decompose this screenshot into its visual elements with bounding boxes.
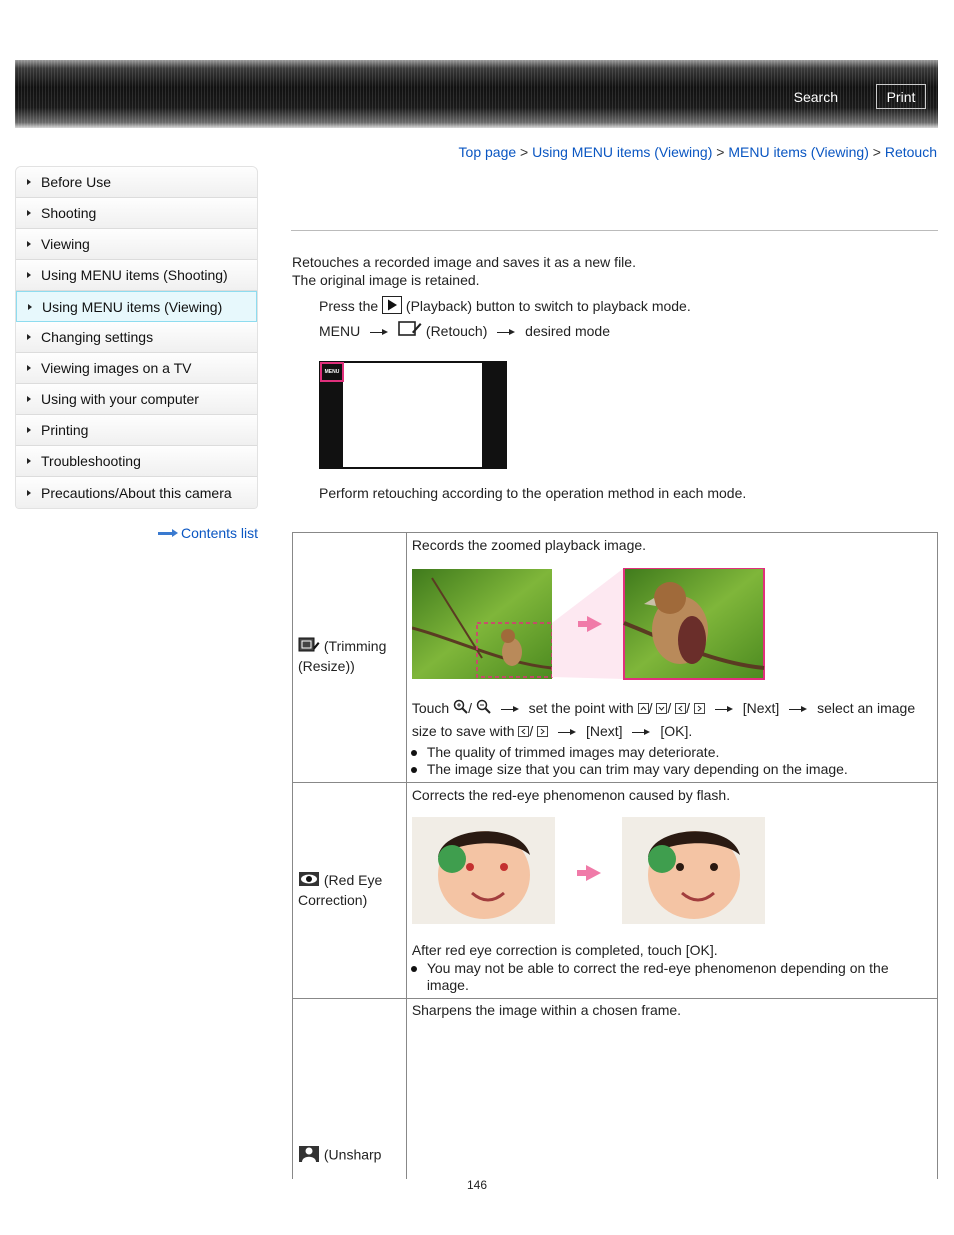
mode-name-red-eye: (Red Eye Correction) xyxy=(298,872,383,909)
sidebar-item-label: Shooting xyxy=(41,205,97,221)
mode-name-unsharp: (Unsharp xyxy=(323,1146,382,1163)
sidebar-item-precautions[interactable] xyxy=(16,477,257,508)
breadcrumb-using-menu-viewing[interactable]: Using MENU items (Viewing) xyxy=(532,144,713,160)
arrow-right-icon xyxy=(158,529,178,537)
screen-display-area xyxy=(343,363,482,467)
zoom-out-icon xyxy=(476,698,491,720)
trimming-illustration xyxy=(412,568,767,680)
trimming-notes xyxy=(410,744,930,778)
triangle-right-icon xyxy=(27,210,31,216)
unsharp-description: Sharpens the image within a chosen frame. xyxy=(411,1002,682,1018)
right-button-icon xyxy=(537,721,548,743)
sidebar-item-using-menu-viewing[interactable] xyxy=(16,291,257,322)
sidebar-item-label: Before Use xyxy=(41,174,112,190)
sidebar-item-shooting[interactable] xyxy=(16,198,257,229)
sidebar-item-label: Using MENU items (Shooting) xyxy=(41,267,228,283)
search-link[interactable]: Search xyxy=(793,89,838,105)
triangle-right-icon xyxy=(28,304,32,310)
breadcrumb-separator: > xyxy=(872,144,881,160)
table-row xyxy=(293,533,938,783)
select-image-text: select an image xyxy=(817,700,916,716)
sidebar-item-label: Changing settings xyxy=(41,329,154,345)
sidebar-item-label: Printing xyxy=(41,422,89,438)
next-label: [Next] xyxy=(742,700,780,716)
table-row xyxy=(293,999,938,1180)
size-to-save-text: size to save with xyxy=(411,723,515,739)
triangle-right-icon xyxy=(27,334,31,340)
touch-label: Touch xyxy=(411,700,450,716)
sidebar-item-label: Precautions/About this camera xyxy=(41,484,232,501)
arrow-right-icon xyxy=(497,328,515,336)
left-button-icon xyxy=(675,698,686,720)
step-1-pre: Press the xyxy=(319,298,379,315)
triangle-right-icon xyxy=(27,490,31,496)
mode-description-cell xyxy=(406,999,937,1180)
contents-list-label: Contents list xyxy=(181,525,259,541)
sidebar-item-using-with-computer[interactable] xyxy=(16,384,257,415)
screen-menu-button: MENU xyxy=(320,362,344,382)
sidebar-item-label: Using with your computer xyxy=(41,391,199,407)
perform-instruction: Perform retouching according to the operation method in each mode. xyxy=(319,485,747,501)
mode-name-cell xyxy=(293,999,407,1180)
intro-line-1: Retouches a recorded image and saves it as a new file. xyxy=(292,254,636,270)
playback-icon xyxy=(382,296,402,319)
step-2-menu: MENU xyxy=(319,323,361,339)
contents-list-link[interactable] xyxy=(158,525,258,541)
sidebar-item-troubleshooting[interactable] xyxy=(16,446,257,477)
print-button[interactable]: Print xyxy=(876,84,926,109)
red-eye-icon xyxy=(298,871,320,891)
sidebar-item-label: Viewing xyxy=(41,236,90,252)
ok-label: [OK]. xyxy=(660,723,693,739)
breadcrumb-menu-items-viewing[interactable]: MENU items (Viewing) xyxy=(728,144,869,160)
intro-line-2: The original image is retained. xyxy=(292,272,480,288)
step-2-end: desired mode xyxy=(525,323,610,339)
right-button-icon xyxy=(694,698,705,720)
trimming-instruction-line-1: Touch / set the point with / / / [Next] select an image xyxy=(412,697,915,720)
arrow-right-icon xyxy=(715,705,733,713)
left-button-icon xyxy=(518,721,529,743)
breadcrumb xyxy=(459,144,937,160)
breadcrumb-retouch[interactable]: Retouch xyxy=(884,144,937,160)
retouch-modes-table xyxy=(292,532,938,1179)
title-divider xyxy=(291,230,938,231)
header-bar xyxy=(15,60,938,128)
breadcrumb-separator: > xyxy=(716,144,725,160)
zoom-in-icon xyxy=(453,698,468,720)
sidebar-item-viewing[interactable] xyxy=(16,229,257,260)
sidebar-item-label: Viewing images on a TV xyxy=(41,360,192,376)
mode-name-trimming: (Trimming (Resize)) xyxy=(298,638,387,675)
red-eye-notes xyxy=(410,960,910,994)
triangle-right-icon xyxy=(27,179,31,185)
triangle-right-icon xyxy=(27,241,31,247)
unsharp-mask-icon xyxy=(298,1145,320,1167)
arrow-right-icon xyxy=(632,728,650,736)
mode-name-cell xyxy=(293,783,407,999)
arrow-right-icon xyxy=(558,728,576,736)
arrow-right-icon xyxy=(370,328,388,336)
sidebar-item-changing-settings[interactable] xyxy=(16,322,257,353)
triangle-right-icon xyxy=(27,458,31,464)
list-item: The image size that you can trim may vary depending on the image. xyxy=(410,761,930,778)
mode-name-cell xyxy=(293,533,407,783)
breadcrumb-separator: > xyxy=(520,144,529,160)
mode-description-cell xyxy=(406,783,937,999)
triangle-right-icon xyxy=(27,272,31,278)
triangle-right-icon xyxy=(27,427,31,433)
page-number: 146 xyxy=(467,1178,488,1192)
mode-description-cell xyxy=(406,533,937,783)
step-1-post: (Playback) button to switch to playback mode. xyxy=(405,298,691,315)
trimming-icon xyxy=(298,637,320,657)
breadcrumb-top-page[interactable]: Top page xyxy=(458,144,517,160)
sidebar-item-label: Using MENU items (Viewing) xyxy=(42,298,223,315)
trimming-instruction-line-2: size to save with / [Next] [OK]. xyxy=(412,720,692,743)
table-row xyxy=(293,783,938,999)
red-eye-after-text: After red eye correction is completed, touch [OK]. xyxy=(411,942,718,958)
triangle-right-icon xyxy=(27,396,31,402)
sidebar-nav xyxy=(15,166,258,509)
sidebar-item-label: Troubleshooting xyxy=(41,453,141,469)
trimming-set-point-text: set the point with xyxy=(528,700,634,716)
red-eye-description: Corrects the red-eye phenomenon caused by flash. xyxy=(411,787,731,803)
arrow-right-icon xyxy=(501,705,519,713)
step-1 xyxy=(319,296,691,319)
red-eye-illustration xyxy=(412,817,767,925)
camera-screen-illustration xyxy=(319,361,507,469)
retouch-icon xyxy=(398,320,422,344)
next-label: [Next] xyxy=(585,723,623,739)
arrow-right-icon xyxy=(789,705,807,713)
list-item: You may not be able to correct the red-eye phenomenon depending on the image. xyxy=(410,960,910,994)
triangle-right-icon xyxy=(27,365,31,371)
list-item: The quality of trimmed images may deteriorate. xyxy=(410,744,930,761)
sidebar-item-viewing-on-tv[interactable] xyxy=(16,353,257,384)
sidebar-item-before-use[interactable] xyxy=(16,167,257,198)
up-button-icon xyxy=(638,698,649,720)
step-2-retouch: (Retouch) xyxy=(425,323,488,339)
sidebar-item-using-menu-shooting[interactable] xyxy=(16,260,257,291)
down-button-icon xyxy=(656,698,667,720)
step-2 xyxy=(319,320,610,344)
sidebar-item-printing[interactable] xyxy=(16,415,257,446)
trimming-description: Records the zoomed playback image. xyxy=(411,537,647,553)
